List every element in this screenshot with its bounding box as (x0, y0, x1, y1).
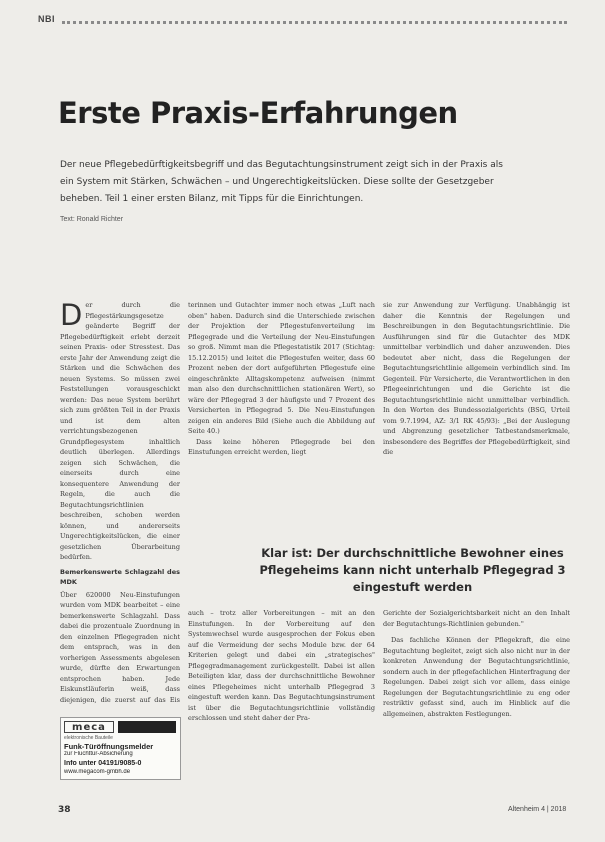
column-3-paragraph-3: Das fachliche Können der Pflegekraft, die eine Begutachtung begleitet, zeigt sich also nicht nur in der konkreten Anwendung der Begutachtungsrichtlinie, sondern auch in der pflegefachlichen Hinterfragung der Regelungen. Dabei zeigt sich vor allem, dass einige Regelungen der Begutachtungsrichtlinie zu eng oder restriktiv gefasst sind, auch im Hinblick auf die allgemeinen, abstrakten Festlegungen. (383, 636, 570, 718)
column-1-subheading: Bemerkenswerte Schlagzahl des MDK (60, 567, 180, 586)
column-3-paragraph-1: sie zur Anwendung zur Verfügung. Unabhängig ist daher die Kenntnis der Regelungen und Beschreibungen in den Begutachtungsrichtlinie. Die Ausführungen sind für die Gutachter des MDK unmittelbar verbindlich und daher anzuwenden. Dies bedeutet aber nicht, dass die Regelungen der Begutachtungsrichtlinie allgemein verbindlich sind. Im Gegenteil. Für Versicherte, die Verantwortlichen in den Pflegeeinrichtungen und die Gerichte ist die Begutachtungsrichtlinie nicht unmittelbar verbindlich. In den Worten des Bundessozialgerichts (BSG, Urteil vom 9.7.1994, AZ: 3/1 RK 45/93): „Bei der Auslegung und Abgrenzung gesetzlicher Tatbestandsmerkmale, insbesondere des Begriffes der Pflegebedürftigkeit, sind die (383, 301, 570, 456)
column-2-paragraph-3: auch – trotz aller Vorbereitungen – mit an den Einstufungen. In der Vorbereitung auf den Systemwechsel wurde ausgesprochen der Fokus eben auf die Vermeidung der sechs Module bzw. der 64 Kriterien gelegt und dabei ein „strategisches" Pflegegradmanagement zurückgestellt. Dabei ist allen Beteiligten klar, dass der durchschnittliche Bewohner eines Pflegeheimes nicht unterhalb Pflegegrad 3 eingestuft werden kann. Das Begutachtungsinstrument ist über die Begutachtungsrichtlinie vollständig erschlossen und steht daher der Pra- (188, 609, 375, 722)
ad-subheadline: zur Fluchttür-Absicherung (64, 751, 133, 757)
pull-quote: Klar ist: Der durchschnittliche Bewohner eines Pflegeheims kann nicht unterhalb Pflegegrad 3 eingestuft werden (259, 546, 566, 594)
ad-phone: Info unter 04191/9085-0 (64, 760, 142, 767)
column-3-bottom (383, 608, 570, 788)
column-1-paragraph-1: er durch die Pflegestärkungsgesetze geänderte Begriff der Pflegebedürftigkeit erlebt derzeit seinen Praxis- oder Stresstest. Das erste Jahr der Anwendung zeigt die Stärken und die Schwächen des neuen Systems. So müssen zwei Feststellungen vorausgeschickt werden: Das neue System berührt sich zum größten Teil in der Praxis und ist dem alten verrichtungsbezogenen Grundpflegesystem inhaltlich deutlich überlegen. Allerdings zeigen sich Schwächen, die einerseits durch eine konsequentere Anwendung der Regeln, die auch die Begutachtungsrichtlinien beschreiben, schoben werden können, und andererseits Ungerechtigkeitslücken, die einer gesetzlichen Überarbeitung bedürfen. (60, 301, 180, 561)
section-label: NBI (38, 14, 55, 24)
ad-logo-text: meca (64, 721, 114, 733)
issue-label: Altenheim 4 | 2018 (508, 806, 567, 813)
page-number: 38 (58, 805, 71, 815)
column-2-bottom (188, 608, 375, 788)
ad-url[interactable]: www.megacom-gmbh.de (64, 769, 131, 775)
column-3-paragraph-2: Gerichte der Sozialgerichtsbarkeit nicht an den Inhalt der Begutachtungs-Richtlinien gebunden." (383, 609, 570, 628)
advertisement[interactable] (60, 717, 181, 780)
column-1 (60, 300, 180, 705)
article-lead: Der neue Pflegebedürftigkeitsbegriff und das Begutachtungsinstrument zeigt sich in der Praxis als ein System mit Stärken, Schwächen – und Ungerechtigkeitslücken. Diese sollte der Gesetzgeber beheben. Teil 1 einer ersten Bilanz, mit Tipps für die Einrichtungen. (60, 160, 503, 204)
header-dotted-rule (62, 21, 567, 24)
ad-headline: Funk-Türöffnungsmelder (64, 742, 154, 751)
ad-logo (64, 721, 176, 733)
ad-tagline: elektronische Bauteile (64, 735, 113, 741)
column-2-paragraph-2: Dass keine höheren Pflegegrade bei den Einstufungen erreicht werden, liegt (188, 437, 375, 456)
article-author: Text: Ronald Richter (60, 216, 124, 223)
article-title: Erste Praxis-Erfahrungen (58, 96, 458, 130)
column-2-top (188, 300, 375, 532)
ad-logo-badge (118, 721, 176, 733)
column-1-paragraph-2: Über 620000 Neu-Einstufungen wurden vom MDK bearbeitet – eine bemerkenswerte Schlagzahl. Dass dabei die prozentuale Zuordnung in den einzelnen Pflegegraden nicht dem entsprach, was in den vorherigen Assessments abgelesen wurde, dürfte den Erwartungen entsprochen haben. Jede Eiskunstläuferin weiß, dass diejenigen, die zuerst auf das Eis (60, 590, 180, 704)
column-3-top (383, 300, 570, 532)
column-2-paragraph-1: terinnen und Gutachter immer noch etwas „Luft nach oben" haben. Dadurch sind die Unterschiede zwischen der Projektion der Pflegestufenverteilung im Pflegegrade und die Verteilung der Neu-Einstufungen so groß. Nimmt man die Pflegestatistik 2017 (Stichtag: 15.12.2015) und leitet die Pflegestufen weiter, dass 60 Prozent neben der dort aufgeführten Pflegestufe eine eingeschränkte Alltagskompetenz aufweisen (nimmt man also den durchschnittlichen stationären Wert), so wäre der Pflegegrad 3 der häufigste und 7 Prozent des Versicherten in Pflegegrad 5. Die Neu-Einstufungen zeigen ein anderes Bild (Siehe auch die Abbildung auf Seite 40.) (188, 301, 375, 435)
drop-cap: D (60, 300, 83, 332)
